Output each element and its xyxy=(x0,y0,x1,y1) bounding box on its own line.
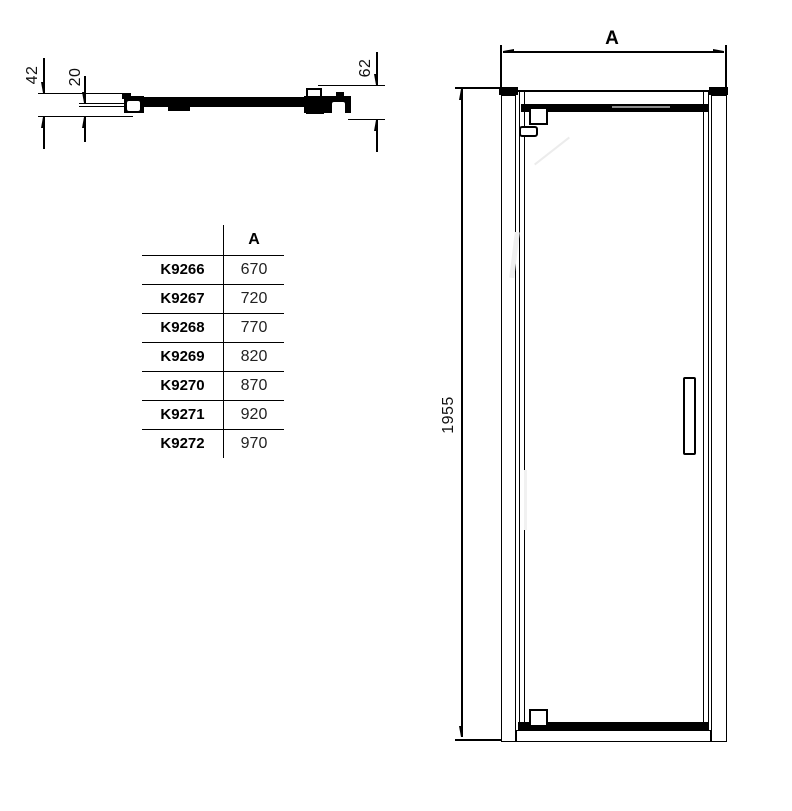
wall-profile-cap-right xyxy=(709,87,728,95)
width-value: 820 xyxy=(224,342,285,371)
width-ext-line-right xyxy=(725,45,726,88)
width-dim-line xyxy=(503,51,724,52)
dim-arrow-42-up xyxy=(41,117,45,128)
ext-line-20-bottom xyxy=(79,106,127,107)
product-code: K9271 xyxy=(142,400,224,429)
size-table-header-a: A xyxy=(224,225,285,255)
width-dim-arrow-right xyxy=(713,49,724,53)
section-left-profile-notch xyxy=(127,101,140,111)
width-value: 770 xyxy=(224,313,285,342)
pivot-hinge-top-clamp xyxy=(519,126,538,137)
size-table xyxy=(142,225,284,458)
dim-label-62: 62 xyxy=(357,58,374,78)
product-code: K9272 xyxy=(142,429,224,458)
dim-arrow-20-up xyxy=(82,117,86,128)
height-dim-label: 1955 xyxy=(440,396,457,434)
table-row xyxy=(142,371,284,400)
table-row xyxy=(142,342,284,371)
height-ext-line-bottom xyxy=(455,739,502,740)
size-table-header-blank xyxy=(142,225,224,255)
glass-top-rail xyxy=(521,104,708,112)
table-row xyxy=(142,255,284,284)
door-edge-left-inner xyxy=(524,91,525,730)
dim-label-20: 20 xyxy=(67,67,84,87)
product-code: K9268 xyxy=(142,313,224,342)
glass-reflection xyxy=(534,137,570,166)
door-edge-right-inner xyxy=(703,91,704,730)
section-right-profile-toptab xyxy=(336,92,344,97)
product-code: K9267 xyxy=(142,284,224,313)
height-dim-arrow-down xyxy=(459,726,463,737)
width-value: 920 xyxy=(224,400,285,429)
width-value: 870 xyxy=(224,371,285,400)
product-code: K9266 xyxy=(142,255,224,284)
product-code: K9269 xyxy=(142,342,224,371)
table-row xyxy=(142,284,284,313)
width-dim-label: A xyxy=(605,28,619,49)
dim-label-42: 42 xyxy=(24,65,41,85)
section-glass-bar xyxy=(140,97,307,107)
wall-profile-left xyxy=(501,95,516,742)
width-value: 670 xyxy=(224,255,285,284)
door-edge-right-outer xyxy=(708,91,709,730)
width-dim-arrow-left xyxy=(503,49,514,53)
section-right-profile-bottab xyxy=(306,109,324,114)
dim-arrow-62-up xyxy=(374,120,378,131)
ext-line-62-bottom xyxy=(348,119,385,120)
door-edge-left-outer xyxy=(519,91,520,730)
wall-profile-right xyxy=(711,95,727,742)
table-row xyxy=(142,400,284,429)
height-dim-arrow-up xyxy=(459,89,463,100)
size-table-header-row xyxy=(142,225,284,255)
pivot-hinge-top xyxy=(529,107,548,125)
width-ext-line-left xyxy=(500,45,501,88)
door-handle xyxy=(683,377,696,455)
section-glass-clamp-bump xyxy=(168,107,190,111)
bottom-sill xyxy=(516,730,711,742)
table-row xyxy=(142,313,284,342)
width-value: 970 xyxy=(240,434,268,452)
table-row xyxy=(142,429,284,458)
pivot-hinge-bottom xyxy=(529,709,548,727)
section-right-profile-notch xyxy=(332,102,345,113)
width-value: 720 xyxy=(224,284,285,313)
product-code: K9270 xyxy=(142,371,224,400)
top-rail-line xyxy=(516,90,711,91)
